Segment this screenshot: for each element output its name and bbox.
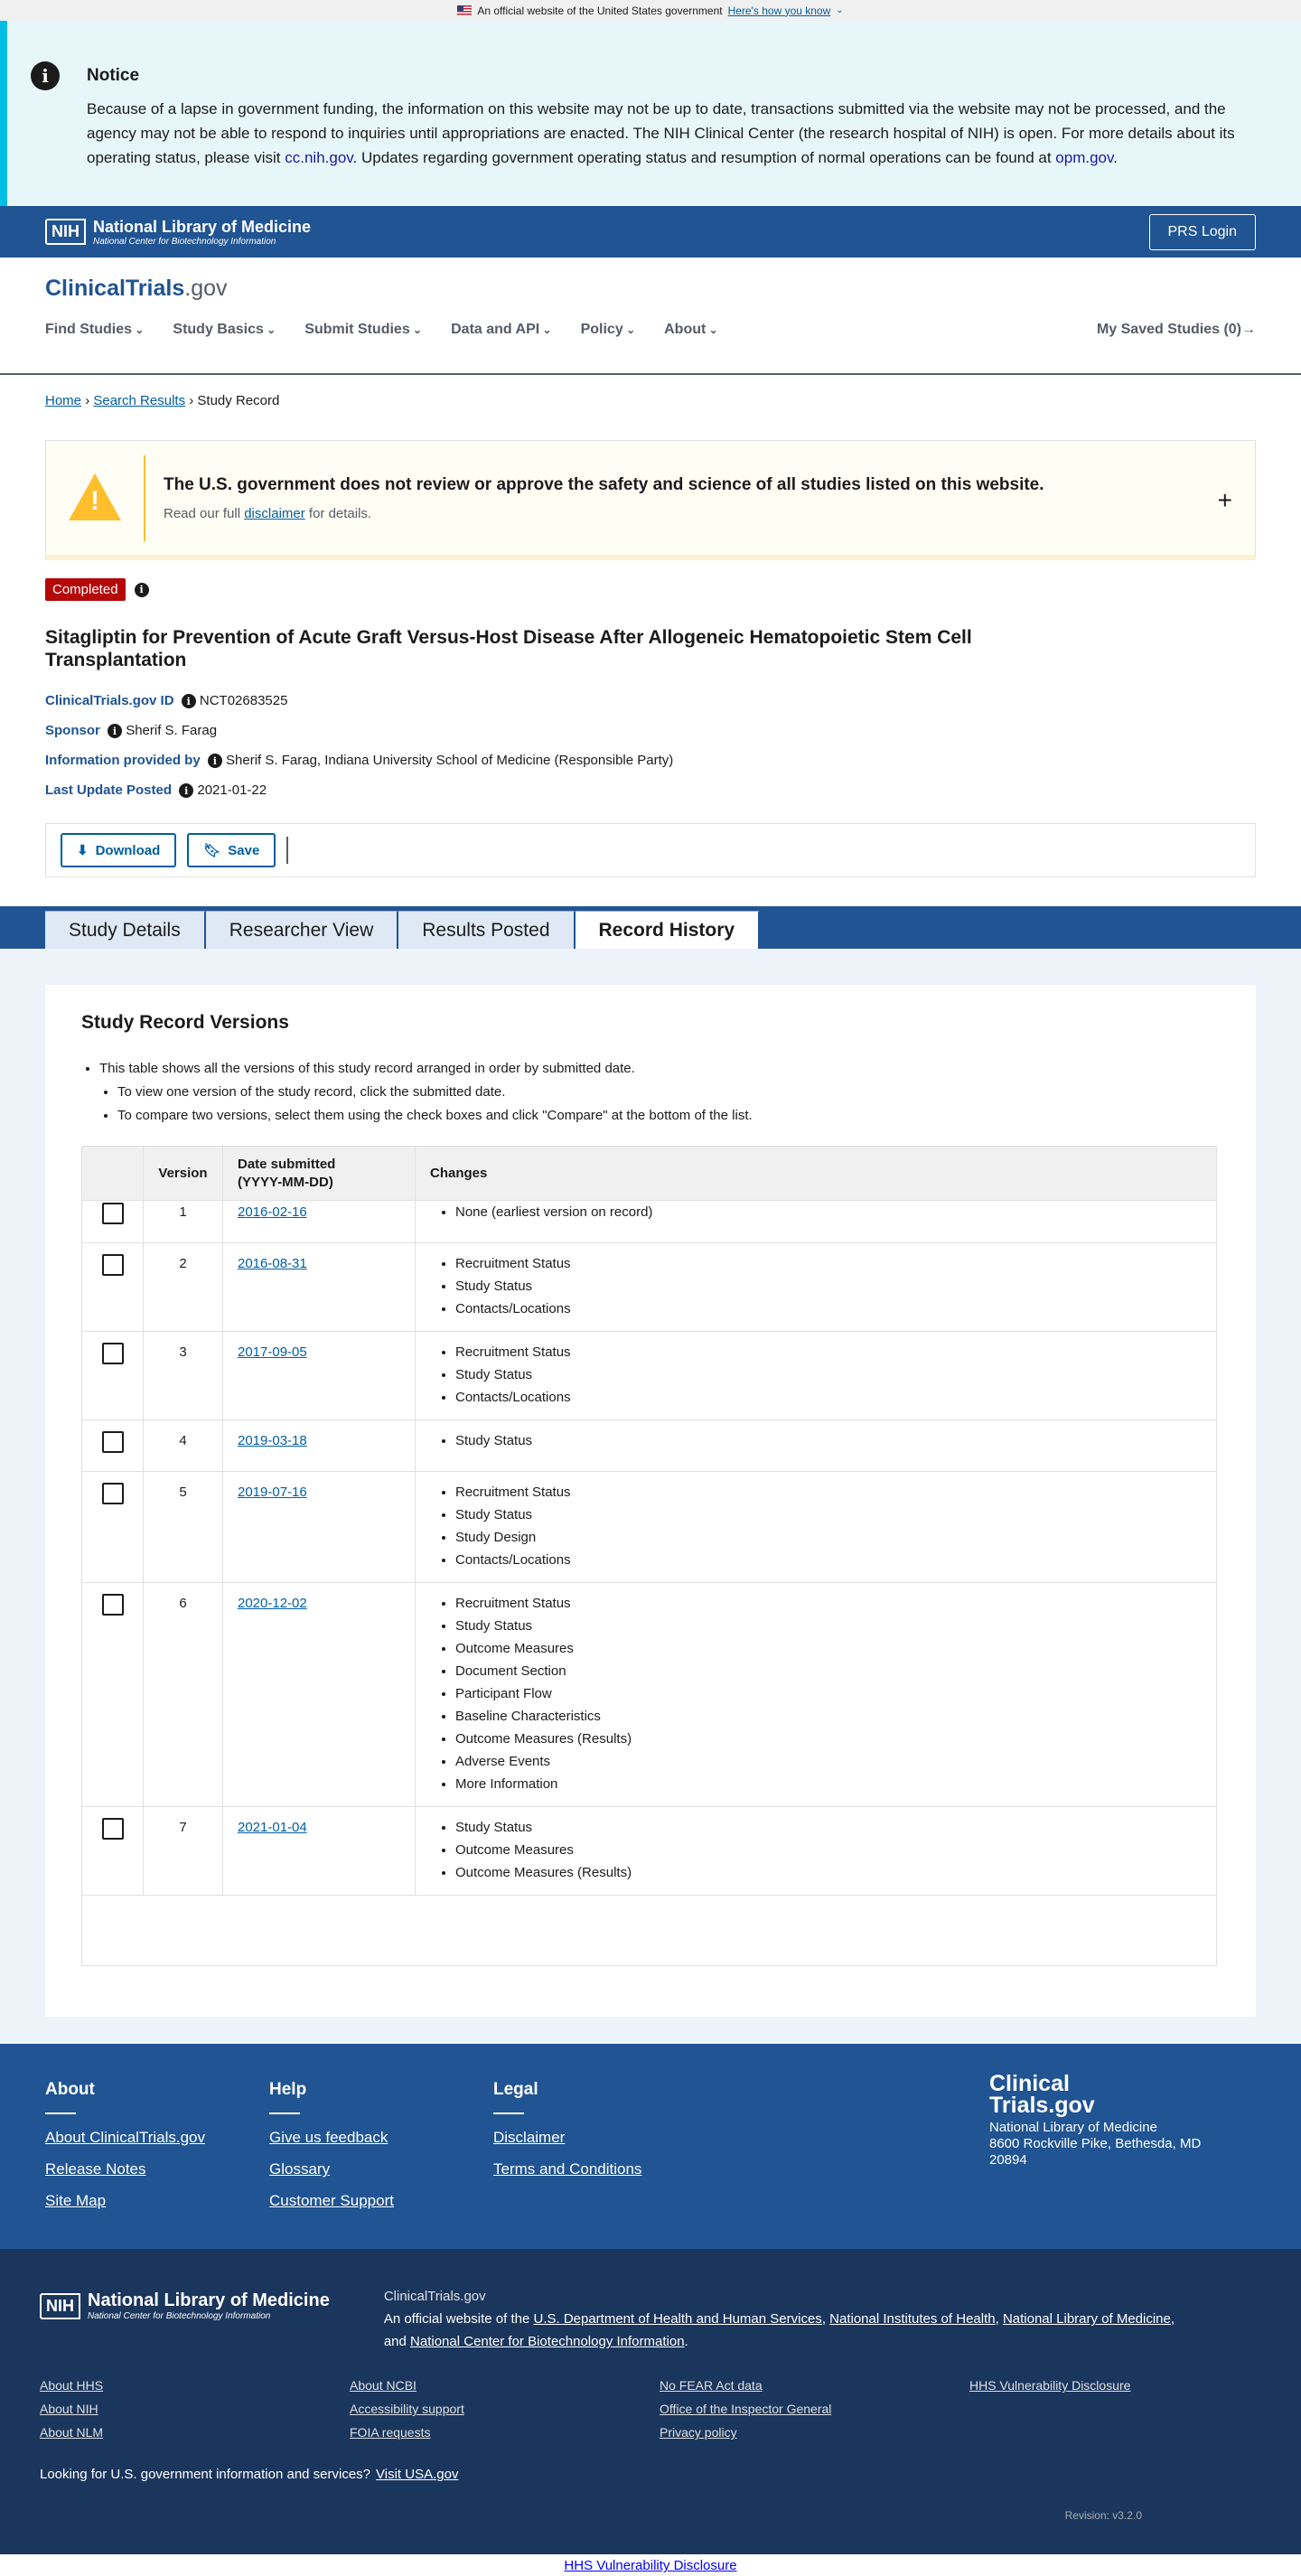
table-row [82,1807,1217,1896]
about-nlm-link[interactable]: About NLM [40,2425,104,2440]
nav-submit-studies[interactable]: Submit Studies ⌄ [304,322,422,338]
notice-text-2: . Updates regarding government operating status and resumption of normal operations can be found at [352,149,1056,166]
change-item: • Outcome Measures [455,1839,1202,1861]
footer-desc-2: and [383,2334,411,2350]
change-item: • Recruitment Status [455,1252,1202,1275]
footer-legal-col [493,2080,717,2249]
date-cell [223,1420,416,1472]
version-date-link[interactable]: 2019-03-18 [238,1433,307,1449]
change-item: • Recruitment Status [455,1341,1202,1363]
footer-nlm-logo[interactable] [40,2290,330,2321]
changes-list [455,1341,1202,1409]
gov-banner [0,0,1301,21]
date-cell [223,1201,416,1243]
version-cell: 6 [144,1583,223,1807]
hhs-vulnerability-bottom-link[interactable]: HHS Vulnerability Disclosure [564,2558,737,2574]
empty-cell [144,1896,223,1966]
ct-logo-suffix: .gov [184,276,228,301]
footer-bar [269,2112,300,2114]
intro-item [99,1057,1220,1128]
table-row [82,1583,1217,1807]
change-item: • Adverse Events [455,1750,1202,1773]
footer-terms-link[interactable]: Terms and Conditions [493,2160,642,2178]
footer-source: ClinicalTrials.gov [383,2289,486,2305]
action-bar [45,823,1256,877]
footer-nlm-title: National Library of Medicine [88,2290,330,2311]
change-item: • Baseline Characteristics [455,1705,1202,1728]
breadcrumb-home[interactable]: Home [45,393,82,408]
notice-body [87,97,1238,170]
footer-logo-line1: Clinical [989,2071,1070,2097]
nlm-subtitle: National Center for Biotechnology Information [93,236,276,247]
version-checkbox[interactable] [102,1254,124,1276]
save-button[interactable] [187,833,276,867]
change-item: • Recruitment Status [455,1592,1202,1615]
disclaimer-sub-1: Read our full [164,505,245,521]
disclaimer-sub-2: for details. [304,505,372,521]
footer-release-notes-link[interactable]: Release Notes [45,2160,146,2178]
ct-logo-main: ClinicalTrials [45,276,185,301]
revision-label: Revision: v3.2.0 [1064,2509,1142,2523]
footer-about-title: About [45,2080,95,2100]
header-changes: Changes [416,1147,1217,1201]
version-checkbox[interactable] [102,1203,124,1224]
empty-cell [82,1896,144,1966]
footer-bar [493,2112,524,2114]
footer-addr-line: 8600 Rockville Pike, Bethesda, MD 20894 [989,2136,1202,2169]
empty-cell [223,1896,416,1966]
change-item: • Contacts/Locations [455,1386,1202,1409]
ct-logo[interactable] [45,276,1256,302]
version-cell: 5 [144,1472,223,1583]
study-title: Sitagliptin for Prevention of Acute Graft Versus-Host Disease After Allogeneic Hematopoietic Stem Cell Transplantation [45,627,972,670]
change-item: • None (earliest version on record) [455,1201,1202,1223]
status-badge: Completed [45,578,126,601]
nlm-header [0,206,1301,258]
nav-data-api[interactable]: Data and API ⌄ [451,322,551,338]
version-cell: 1 [144,1201,223,1243]
nlm-logo[interactable] [45,218,311,247]
versions-table [81,1146,1217,1966]
meta-sponsor-row [45,723,1256,738]
notice-banner [0,21,1301,206]
version-date-link[interactable]: 2019-07-16 [238,1485,307,1501]
version-checkbox[interactable] [102,1431,124,1453]
footer-site-map-link[interactable]: Site Map [45,2192,107,2210]
footer-disclaimer-link[interactable]: Disclaimer [493,2129,566,2147]
versions-intro [99,1057,1220,1128]
select-cell [82,1807,144,1896]
changes-list [455,1816,1202,1884]
sponsor-info-icon[interactable]: i [108,724,122,738]
change-item: • Study Design [455,1526,1202,1549]
study-meta [45,693,1256,798]
change-item: • Participant Flow [455,1682,1202,1705]
disclaimer-sub [164,506,1044,521]
footer-nlm-subtitle: National Center for Biotechnology Information [88,2311,271,2322]
provided-info-icon[interactable]: i [208,754,222,768]
change-item: • More Information [455,1773,1202,1795]
nct-id: NCT02683525 [199,693,288,708]
nih-logo-box: NIH [45,219,86,245]
sponsor-value: Sherif S. Farag [126,723,218,739]
inspector-general-link[interactable]: Office of the Inspector General [660,2402,832,2417]
versions-title: Study Record Versions [81,1012,289,1034]
tab-results-posted[interactable]: Results Posted [398,911,575,949]
footer-description [384,2285,1175,2353]
version-date-link[interactable]: 2016-02-16 [238,1204,307,1221]
header-select [82,1147,144,1201]
footer-bottom-row [40,2285,1261,2353]
version-date-link[interactable]: 2017-09-05 [238,1344,307,1361]
footer-feedback-link[interactable]: Give us feedback [269,2129,388,2147]
version-date-link[interactable]: 2021-01-04 [238,1820,307,1836]
tab-record-history[interactable]: Record History [576,911,761,949]
notice-text-1: Because of a lapse in government funding, the information on this website may not be up to date, transactions submitted via the website may not be processed, and the agency may not be able to respond to inquiries until appropriations are enacted. The NIH Clinical Center (the research hospital of NIH) is open. For more details about its operating status, please visit [87,100,1235,166]
prs-login-button[interactable]: PRS Login [1149,214,1257,250]
changes-cell [416,1472,1217,1583]
footer-usa [40,2467,1261,2482]
id-label: ClinicalTrials.gov ID [45,693,174,708]
final-link-bar [0,2554,1301,2576]
download-button[interactable] [61,833,176,867]
saved-studies-link[interactable]: My Saved Studies (0)→ [1096,322,1256,337]
no-fear-link[interactable]: No FEAR Act data [660,2378,763,2393]
status-row [45,578,1256,601]
notice-title: Notice [87,66,140,85]
changes-cell [416,1583,1217,1807]
change-item: • Study Status [455,1816,1202,1839]
footer-nih-box: NIH [40,2293,80,2319]
intro-sub-item: • To compare two versions, select them using the check boxes and click "Compare" at the bottom of the list. [117,1104,1220,1128]
select-cell [82,1583,144,1807]
nav-policy[interactable]: Policy ⌄ [581,322,636,338]
changes-cell [416,1807,1217,1896]
change-item: • Recruitment Status [455,1481,1202,1503]
intro-text: This table shows all the versions of this study record arranged in order by submitted date. [99,1061,635,1077]
versions-section [0,949,1301,2044]
disclaimer-divider [144,455,145,541]
status-info-icon[interactable]: i [135,583,149,597]
footer-legal-title: Legal [493,2080,538,2100]
footer-bar [45,2112,76,2114]
change-item: • Outcome Measures [455,1637,1202,1660]
info-icon: i [31,61,60,90]
breadcrumb-sep: › [85,393,94,408]
versions-body [82,1201,1217,1966]
cc-nih-link[interactable]: cc.nih.gov [285,149,353,166]
date-cell [223,1583,416,1807]
grid-empty [969,2425,1279,2440]
id-info-icon[interactable]: i [182,694,196,708]
meta-provided-row [45,753,1256,768]
accessibility-link[interactable]: Accessibility support [350,2402,464,2417]
footer-top [0,2044,1301,2249]
select-cell [82,1472,144,1583]
change-item: • Contacts/Locations [455,1297,1202,1320]
table-header-row [82,1147,1217,1201]
gov-banner-text: An official website of the United States government [477,4,723,17]
record-top [0,375,1301,906]
spacer [45,877,1256,906]
version-cell: 3 [144,1332,223,1420]
version-cell: 2 [144,1243,223,1332]
us-flag-icon [457,5,472,15]
download-label: Download [95,842,161,858]
footer-links-grid [40,2378,1261,2440]
nlm-link[interactable]: National Library of Medicine [1002,2311,1171,2328]
changes-cell [416,1332,1217,1420]
footer-help-col [269,2080,493,2249]
change-item: • Study Status [455,1429,1202,1452]
save-label: Save [228,842,260,858]
intro-sub-item: • To view one version of the study record, click the submitted date. [117,1081,1220,1104]
footer-ct-logo[interactable] [989,2071,1224,2119]
updated-label: Last Update Posted [45,782,173,799]
hhs-vulnerability-link[interactable]: HHS Vulnerability Disclosure [969,2378,1131,2393]
foia-link[interactable]: FOIA requests [350,2425,431,2440]
updated-value: 2021-01-22 [197,782,267,799]
footer-org: National Library of Medicine [989,2120,1157,2136]
versions-card [45,985,1256,2017]
change-item: • Study Status [455,1363,1202,1386]
breadcrumb [45,375,1256,440]
version-checkbox[interactable] [102,1483,124,1504]
nlm-title: National Library of Medicine [93,217,312,236]
notice-text-3: . [1113,149,1118,166]
grid-empty [969,2402,1279,2416]
footer-support-link[interactable]: Customer Support [269,2192,394,2210]
change-item: • Study Status [455,1275,1202,1297]
disclaimer-link[interactable]: disclaimer [244,505,305,521]
sponsor-label: Sponsor [45,723,100,739]
table-row [82,1201,1217,1243]
record-tabs [0,906,1301,949]
how-you-know-link[interactable]: Here's how you know [727,4,831,17]
change-item: • Contacts/Locations [455,1549,1202,1571]
version-checkbox[interactable] [102,1594,124,1616]
version-date-link[interactable]: 2016-08-31 [238,1256,307,1272]
updated-info-icon[interactable]: i [179,783,193,798]
footer-about-col [45,2080,269,2249]
footer-logo-line2: Trials.gov [989,2093,1095,2119]
header-version: Version [144,1147,223,1201]
meta-updated-row [45,782,1256,798]
change-item: • Study Status [455,1615,1202,1637]
table-row [82,1472,1217,1583]
date-cell [223,1807,416,1896]
table-row [82,1243,1217,1332]
change-item: • Document Section [455,1660,1202,1682]
provided-value: Sherif S. Farag, Indiana University School of Medicine (Responsible Party) [226,753,674,769]
select-cell [82,1201,144,1243]
version-cell: 7 [144,1807,223,1896]
footer-address [989,2120,1224,2169]
disclaimer-title: The U.S. government does not review or approve the safety and science of all studies listed on this website. [164,474,1044,494]
ncbi-link[interactable]: National Center for Biotechnology Information [410,2334,685,2350]
date-cell [223,1332,416,1420]
nih-link[interactable]: National Institutes of Health [829,2311,996,2328]
changes-cell [416,1201,1217,1243]
version-checkbox[interactable] [102,1818,124,1840]
footer-glossary-link[interactable]: Glossary [269,2160,331,2178]
usa-text: Looking for U.S. government information and services? [40,2467,371,2483]
nav-study-basics[interactable]: Study Basics ⌄ [173,322,276,338]
privacy-link[interactable]: Privacy policy [660,2425,737,2440]
expand-plus-icon[interactable]: + [1217,486,1232,514]
footer-desc-text: An official website of the U.S. Department of Health and Human Services, National Institutes of Health, National Library of Medicine, and National Center for Biotechnology Information. [383,2311,1175,2350]
changes-list [455,1481,1202,1571]
footer-bottom [0,2249,1301,2554]
version-date-link[interactable]: 2020-12-02 [238,1596,307,1612]
changes-cell [416,1420,1217,1472]
header-date: Date submitted (YYYY-MM-DD) [223,1147,416,1201]
about-ncbi-link[interactable]: About NCBI [350,2378,417,2393]
main-nav [45,322,1256,338]
about-nih-link[interactable]: About NIH [40,2402,98,2417]
select-cell [82,1243,144,1332]
breadcrumb-sep: › [189,393,198,408]
ct-header [0,258,1301,375]
empty-row [82,1896,1217,1966]
action-divider [286,837,288,864]
version-cell: 4 [144,1420,223,1472]
download-icon: ⬇ [77,843,89,859]
breadcrumb-current: Study Record [197,393,280,408]
date-cell [223,1243,416,1332]
change-item: • Outcome Measures (Results) [455,1861,1202,1884]
meta-id-row [45,693,1256,708]
bookmark-icon: 🔖︎ [203,843,221,859]
disclaimer-box [45,440,1256,560]
date-cell [223,1472,416,1583]
nav-about[interactable]: About ⌄ [664,322,718,338]
provided-label: Information provided by [45,753,201,769]
warning-icon: ! [69,472,121,524]
footer-desc-1: An official website of the [383,2311,534,2328]
about-hhs-link[interactable]: About HHS [40,2378,104,2393]
footer-help-title: Help [269,2080,307,2100]
table-row [82,1420,1217,1472]
chevron-down-icon: ⌄ [836,5,844,15]
changes-cell [416,1243,1217,1332]
tab-study-details[interactable]: Study Details [45,911,206,949]
usa-gov-link[interactable]: Visit USA.gov [376,2467,459,2483]
select-cell [82,1420,144,1472]
change-item: • Outcome Measures (Results) [455,1728,1202,1750]
breadcrumb-search-results[interactable]: Search Results [93,393,186,408]
hhs-link[interactable]: U.S. Department of Health and Human Services [533,2311,822,2328]
tab-researcher-view[interactable]: Researcher View [206,911,399,949]
footer-brand [989,2073,1224,2169]
changes-list [455,1592,1202,1795]
opm-link[interactable]: opm.gov [1055,149,1114,166]
select-cell [82,1332,144,1420]
changes-list [455,1252,1202,1320]
empty-cell [416,1896,1217,1966]
table-row [82,1332,1217,1420]
changes-list [455,1201,1202,1223]
footer-about-ct-link[interactable]: About ClinicalTrials.gov [45,2129,205,2147]
changes-list [455,1429,1202,1452]
version-checkbox[interactable] [102,1343,124,1364]
change-item: • Study Status [455,1503,1202,1526]
nav-find-studies[interactable]: Find Studies ⌄ [45,322,144,338]
